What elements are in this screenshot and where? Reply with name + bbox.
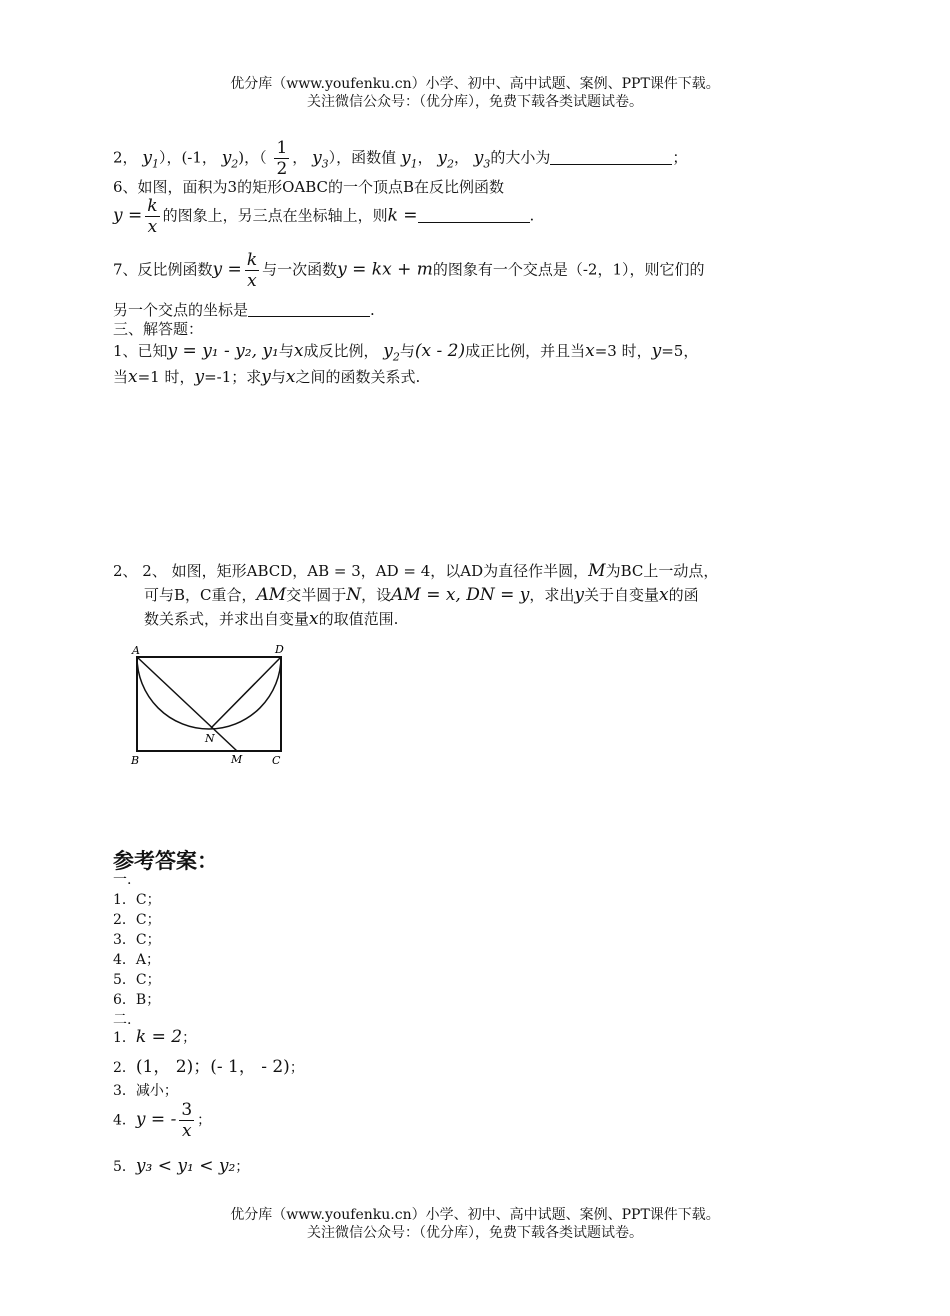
page-header [0,75,950,111]
segment-am [137,657,237,751]
label-n: N [205,732,215,745]
s2-line-1: 2、 2、 如图，矩形ABCD，AB = 3，AD = 4，以AD为直径作半圆，M为BC上一动点， [113,561,719,581]
label-d: D [275,643,284,656]
answers-part-1: 一. [113,872,132,888]
answer-mc-2: 2．C； [113,912,161,928]
fraction-k-over-x: $\frac{k}{x}$ [147,196,158,237]
fraction-k-over-x: $\frac{k}{x}$ [246,250,258,291]
page-footer [0,1206,950,1242]
label-c: C [272,754,281,767]
answer-mc-1: 1．C； [113,892,161,908]
footer-line-1: 优分库（www.youfenku.cn）小学、初中、高中试题、案例、PPT课件下载。 [230,1207,720,1223]
q7-line-2: 另一个交点的坐标是 . [113,301,375,319]
fraction-one-half: $\frac{1}{2}$ [276,138,288,179]
label-b: B [131,754,140,767]
header-line-2: 关注微信公众号：（优分库），免费下载各类试题试卷。 [307,94,643,110]
header-line-1: 优分库（www.youfenku.cn）小学、初中、高中试题、案例、PPT课件下载。 [230,76,720,92]
s1-line-1: 1、已知y = y₁ - y₂, y₁与x成反比例， $y_2$与(x - 2)成正比例，并且当x=3 时，y=5， [113,341,699,364]
answer-mc-5: 5．C； [113,972,161,988]
segment-dn [211,657,281,728]
footer-line-2: 关注微信公众号：（优分库），免费下载各类试题试卷。 [307,1225,643,1241]
q6-line-2: y = $\frac{k}{x}$ 的图象上，另三点在坐标轴上，则k = . [113,196,535,237]
label-a: A [132,644,140,657]
answer-fill-1: 1．k = 2； [113,1027,197,1047]
answer-blank[interactable] [418,208,530,223]
answer-mc-6: 6．B； [113,992,161,1008]
q5-line: 2， $y_1$），(-1， $y_2$)，（ $\frac{1}{2}$ ， $y_3$），函数值 $y_1$， $y_2$， $y_3$的大小为 ； [113,138,688,179]
label-m: M [231,753,243,766]
answer-blank[interactable] [550,150,672,165]
answer-fill-2: 2．(1， 2)；(- 1， - 2)； [113,1057,304,1077]
rectangle-semicircle-figure [125,640,295,770]
answer-fill-5: 5．y₃ < y₁ < y₂； [113,1156,250,1176]
answers-title: 参考答案： [113,849,218,873]
q7-line-1: 7、反比例函数y = $\frac{k}{x}$ 与一次函数y = kx + m的图象有一个交点是（-2，1），则它们的 [113,250,705,291]
answers-part-2: 二. [113,1012,132,1028]
answer-fill-4: 4．y = - $\frac{3}{x}$ ； [113,1100,212,1141]
section-heading: 三、解答题： [113,320,204,338]
answer-fill-3: 3．减小； [113,1083,178,1099]
semicircle [137,657,281,729]
s1-line-2: 当x=1 时，y=-1；求y与x之间的函数关系式. [113,367,421,387]
s2-line-3: 数关系式，并求出自变量x的取值范围. [144,609,399,629]
s2-line-2: 可与B，C重合，AM交半圆于N，设AM = x, DN = y，求出y关于自变量x的函 [144,585,699,605]
answer-blank[interactable] [248,302,370,317]
answer-mc-4: 4．A； [113,952,161,968]
fraction-3-over-x: $\frac{3}{x}$ [181,1100,193,1141]
q6-line-1: 6、如图，面积为3的矩形OABC的一个顶点B在反比例函数 [113,178,505,196]
answer-mc-3: 3．C； [113,932,161,948]
